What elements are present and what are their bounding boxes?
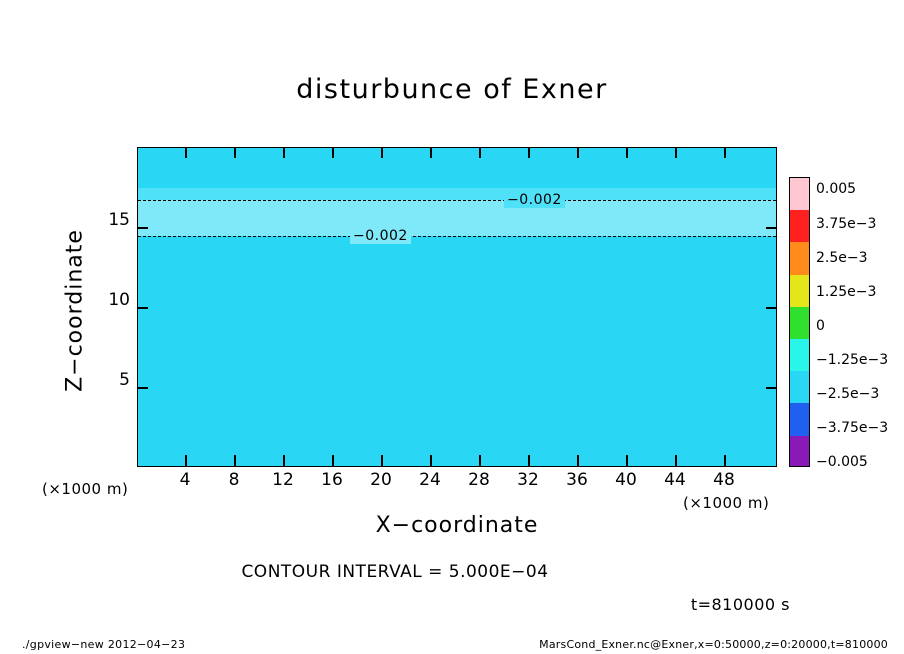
y-tick-mark bbox=[137, 227, 148, 229]
colorbar-tick-label: 2.5e−3 bbox=[816, 250, 868, 266]
colorbar-tick-label: 0.005 bbox=[816, 181, 857, 197]
x-tick-mark bbox=[577, 455, 579, 467]
contour-line bbox=[138, 200, 776, 201]
colorbar-cell bbox=[790, 371, 809, 403]
x-tick-mark bbox=[234, 455, 236, 467]
time-label: t=810000 s bbox=[690, 595, 790, 614]
x-tick-mark bbox=[528, 455, 530, 467]
y-tick-mark-right bbox=[766, 227, 777, 229]
x-tick-mark bbox=[675, 455, 677, 467]
colorbar-tick-label: 1.25e−3 bbox=[816, 284, 877, 300]
x-tick-label: 40 bbox=[615, 470, 637, 490]
x-tick-mark bbox=[332, 455, 334, 467]
x-tick-mark-top bbox=[675, 147, 677, 158]
y-tick-mark bbox=[137, 387, 148, 389]
x-tick-mark bbox=[479, 455, 481, 467]
colorbar-tick-label: 3.75e−3 bbox=[816, 216, 877, 232]
field-band bbox=[138, 188, 776, 200]
contour-line bbox=[138, 236, 776, 237]
x-tick-label: 4 bbox=[179, 470, 191, 490]
x-tick-mark-top bbox=[577, 147, 579, 158]
plot-area bbox=[137, 147, 777, 467]
x-unit-label: (×1000 m) bbox=[683, 494, 770, 512]
colorbar-tick-label: 0 bbox=[816, 318, 825, 334]
y-unit-label: (×1000 m) bbox=[42, 480, 129, 498]
y-tick-mark-right bbox=[766, 307, 777, 309]
y-tick-label: 10 bbox=[108, 290, 130, 310]
colorbar-cell bbox=[790, 178, 809, 210]
contour-label: −0.002 bbox=[504, 192, 565, 208]
colorbar-tick-label: −3.75e−3 bbox=[816, 420, 889, 436]
x-tick-mark-top bbox=[724, 147, 726, 158]
y-tick-mark bbox=[137, 307, 148, 309]
colorbar-cell bbox=[790, 210, 809, 242]
x-tick-mark-top bbox=[332, 147, 334, 158]
colorbar bbox=[789, 177, 810, 467]
x-tick-mark bbox=[185, 455, 187, 467]
colorbar-cell bbox=[790, 403, 809, 435]
colorbar-cell bbox=[790, 339, 809, 371]
footer-left: ./gpview−new 2012−04−23 bbox=[22, 638, 186, 651]
x-tick-mark-top bbox=[626, 147, 628, 158]
x-tick-mark-top bbox=[430, 147, 432, 158]
colorbar-tick-label: −1.25e−3 bbox=[816, 352, 889, 368]
colorbar-tick-label: −2.5e−3 bbox=[816, 386, 880, 402]
contour-label: −0.002 bbox=[350, 228, 411, 244]
colorbar-tick-label: −0.005 bbox=[816, 454, 868, 470]
y-axis-title: Z−coordinate bbox=[62, 229, 88, 392]
y-tick-label: 15 bbox=[108, 210, 130, 230]
x-tick-mark-top bbox=[528, 147, 530, 158]
x-tick-mark bbox=[430, 455, 432, 467]
y-tick-mark-right bbox=[766, 387, 777, 389]
x-tick-label: 36 bbox=[566, 470, 588, 490]
contour-interval-label: CONTOUR INTERVAL = 5.000E−04 bbox=[241, 562, 549, 582]
y-tick-label: 5 bbox=[119, 370, 130, 390]
x-tick-mark-top bbox=[234, 147, 236, 158]
colorbar-cell bbox=[790, 307, 809, 339]
colorbar-cell bbox=[790, 242, 809, 274]
x-tick-label: 48 bbox=[713, 470, 735, 490]
x-tick-mark bbox=[626, 455, 628, 467]
x-tick-label: 20 bbox=[370, 470, 392, 490]
x-tick-label: 16 bbox=[321, 470, 343, 490]
x-tick-label: 12 bbox=[272, 470, 294, 490]
x-tick-label: 32 bbox=[517, 470, 539, 490]
x-tick-label: 28 bbox=[468, 470, 490, 490]
x-tick-mark bbox=[381, 455, 383, 467]
colorbar-cell bbox=[790, 275, 809, 307]
colorbar-cell bbox=[790, 436, 809, 468]
x-tick-mark bbox=[283, 455, 285, 467]
x-axis-title: X−coordinate bbox=[375, 513, 539, 538]
x-tick-mark-top bbox=[185, 147, 187, 158]
x-tick-mark bbox=[724, 455, 726, 467]
field-band bbox=[138, 200, 776, 236]
x-tick-label: 8 bbox=[228, 470, 240, 490]
x-tick-label: 44 bbox=[664, 470, 686, 490]
x-tick-label: 24 bbox=[419, 470, 441, 490]
x-tick-mark-top bbox=[479, 147, 481, 158]
x-tick-mark-top bbox=[283, 147, 285, 158]
footer-right: MarsCond_Exner.nc@Exner,x=0:50000,z=0:20000,t=810000 bbox=[539, 638, 888, 651]
chart-title: disturbunce of Exner bbox=[296, 74, 608, 105]
x-tick-mark-top bbox=[381, 147, 383, 158]
field-band bbox=[138, 236, 776, 467]
